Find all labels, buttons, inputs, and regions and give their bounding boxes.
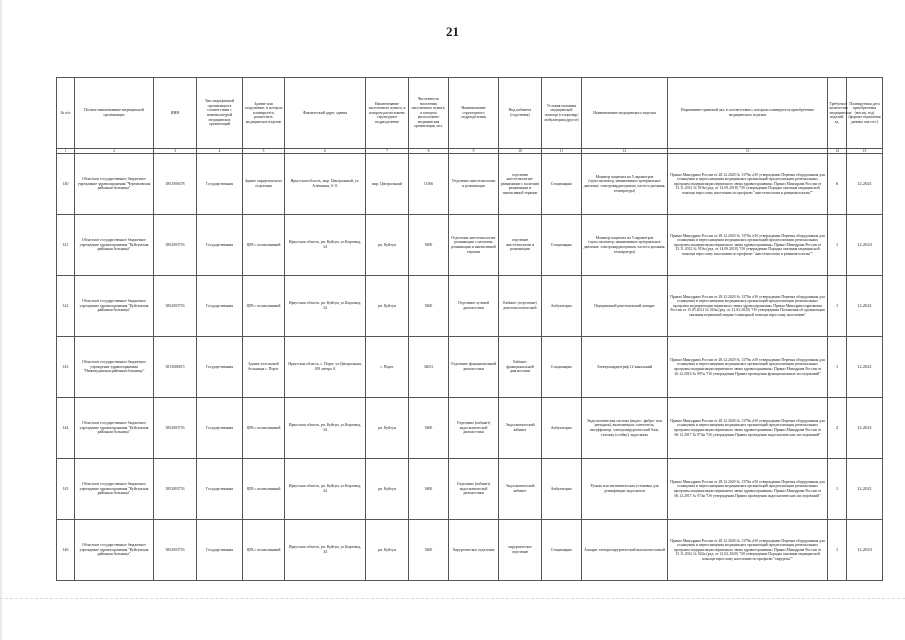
locality-cell: рп. Куйтун xyxy=(366,520,409,581)
population-cell: 9400 xyxy=(409,520,449,581)
cabinet-cell: Эндоскопический кабинет xyxy=(499,398,542,459)
device-cell: Эндоскопическая система (видео-, фибро- или ригидная), включающая: осветитель, инсуффлятор, электрохирургический блок, тележку (стойку), эндоскопы xyxy=(582,398,668,459)
table-row xyxy=(57,398,883,459)
row-number: 142 xyxy=(57,276,75,337)
device-cell: Электрокардиограф 12-канальный xyxy=(582,337,668,398)
quantity-cell: 1 xyxy=(828,276,847,337)
unit-cell: Отделение анестезиологии и реанимации xyxy=(449,154,499,215)
column-header: Наименование медицинского изделия xyxy=(582,78,668,149)
locality-cell: с. Порог xyxy=(366,337,409,398)
locality-cell: рп. Куйтун xyxy=(366,215,409,276)
inn-cell: 3852003753 xyxy=(154,215,197,276)
row-number: 145 xyxy=(57,459,75,520)
column-number: 6 xyxy=(285,149,366,154)
column-header: Требуемое количество медицинских изделий, ед. xyxy=(828,78,847,149)
column-number: 1 xyxy=(57,149,75,154)
equipment-table xyxy=(56,77,883,581)
address-cell: Иркутская область, мкр. Центральный, ул. Алёшкина, 6-11 xyxy=(285,154,366,215)
column-number: 11 xyxy=(542,149,582,154)
inn-cell: 3851000478 xyxy=(154,154,197,215)
inn-cell: 3852003753 xyxy=(154,459,197,520)
organization-name: Областное государственное бюджетное учреждение здравоохранения "Черемховская районная больница" xyxy=(75,154,154,215)
org-type-cell: Государственная xyxy=(197,276,243,337)
device-cell: Ручная или автоматическая установка для дезинфекции эндоскопов xyxy=(582,459,668,520)
population-cell: 11566 xyxy=(409,154,449,215)
legal-act-cell: Приказ Минздрава России от 28.12.2020 № 1379н «Об утверждении Перечня оборудования для оснащения и переоснащения медицинских организаций при реализации региональных программ модернизации первичного звена здравоохранения» Приказ Минздрава России от 26.12.2016 № 997н "Об утверждении Правил проведения функциональных исследований" xyxy=(668,337,828,398)
cabinet-cell: отделение анестезиологии-реанимации с палатами реанимации и интенсивной терапии xyxy=(499,154,542,215)
org-type-cell: Государственная xyxy=(197,215,243,276)
address-cell: Иркутская область, рп. Куйтун, ул.Кирзавод, 34 xyxy=(285,215,366,276)
quantity-cell: 1 xyxy=(828,520,847,581)
table-row xyxy=(57,459,883,520)
row-number: 143 xyxy=(57,337,75,398)
conditions-cell: Амбулаторно xyxy=(542,398,582,459)
locality-cell: рп. Куйтун xyxy=(366,459,409,520)
column-header: Вид кабинета (отделения) xyxy=(499,78,542,149)
org-type-cell: Государственная xyxy=(197,398,243,459)
building-cell: ЦРБ с поликлиникой xyxy=(243,215,285,276)
population-cell: 9400 xyxy=(409,398,449,459)
building-cell: ЦРБ с поликлиникой xyxy=(243,398,285,459)
column-number: 8 xyxy=(409,149,449,154)
address-cell: Иркутская область, рп. Куйтун, ул.Кирзавод, 34 xyxy=(285,398,366,459)
cabinet-cell: отделение анестезиологии и реанимации xyxy=(499,215,542,276)
table-row xyxy=(57,154,883,215)
column-header: Наименование населенного пункта, в котором расположено структурное подразделение xyxy=(366,78,409,149)
column-number: 5 xyxy=(243,149,285,154)
device-cell: Монитор пациента на 5 параметров (пульсоксиметр, неинвазивное артериальное давление, электрокардиограмма, частота дыхания, температура) xyxy=(582,154,668,215)
column-number: 2 xyxy=(75,149,154,154)
column-header: Условия оказания медицинской помощи (стационар/амбулатория/другое) xyxy=(542,78,582,149)
address-cell: Иркутская область, с. Порог, ул.Центральная, 108 литера А xyxy=(285,337,366,398)
header-row xyxy=(57,78,883,149)
page-number: 21 xyxy=(446,24,459,39)
org-type-cell: Государственная xyxy=(197,520,243,581)
conditions-cell: Стационарно xyxy=(542,520,582,581)
column-number: 12 xyxy=(582,149,668,154)
column-header: Нормативно-правовой акт, в соответствии с которым планируется приобретение медицинского изделия xyxy=(668,78,828,149)
population-cell: 9400 xyxy=(409,215,449,276)
equipment-table-container xyxy=(56,77,881,581)
device-cell: Монитор пациента на 5 параметров (пульсоксиметр, неинвазивное артериальное давление, электрокардиограмма, частота дыхания, температура) xyxy=(582,215,668,276)
cabinet-cell: Кабинет (отделение) рентгенологический xyxy=(499,276,542,337)
inn-cell: 3852003753 xyxy=(154,398,197,459)
cabinet-cell: Кабинет функциональной диагностики xyxy=(499,337,542,398)
org-type-cell: Государственная xyxy=(197,154,243,215)
conditions-cell: Стационарно xyxy=(542,154,582,215)
quantity-cell: 1 xyxy=(828,215,847,276)
device-cell: Передвижной рентгеновский аппарат xyxy=(582,276,668,337)
legal-act-cell: Приказ Минздрава России от 28.12.2020 № 1379н «Об утверждении Перечня оборудования для оснащения и переоснащения медицинских организаций при реализации региональных программ модернизации первичного звена здравоохранения» Приказ Минздрава России от 15.11.2012 № 919н (ред. от 14.09.2018) "Об утверждении Порядка оказания медицинской помощи взрослому населению по профилю "анестезиология и реаниматология"" xyxy=(668,215,828,276)
conditions-cell: Стационарно xyxy=(542,215,582,276)
organization-name: Областное государственное бюджетное учреждение здравоохранения "Куйтунская районная больница" xyxy=(75,398,154,459)
column-header: № п/п xyxy=(57,78,75,149)
column-number: 3 xyxy=(154,149,197,154)
column-header: Планируемая дата приобретения (месяц, год) (формат отражения данных мм.гггг.) xyxy=(847,78,883,149)
row-number: 146 xyxy=(57,520,75,581)
column-number: 4 xyxy=(197,149,243,154)
unit-cell: Отделение (кабинет) эндоскопической диагностики xyxy=(449,398,499,459)
legal-act-cell: Приказ Минздрава России от 28.12.2020 № 1379н «Об утверждении Перечня оборудования для оснащения и переоснащения медицинских организаций при реализации региональных программ модернизации первичного звена здравоохранения» Приказ Минздравсоцразвития России от 15.05.2012 № 543н (ред. от 21.02.2020) "Об утверждении Положения об организации оказания первичной медико-санитарной помощи взрослому населению" xyxy=(668,276,828,337)
population-cell: 9400 xyxy=(409,276,449,337)
scan-artifact-line xyxy=(0,598,905,600)
date-cell: 12.2021 xyxy=(847,337,883,398)
organization-name: Областное государственное бюджетное учреждение здравоохранения "Куйтунская районная больница" xyxy=(75,215,154,276)
population-cell: 9400 xyxy=(409,459,449,520)
date-cell: 12.2021 xyxy=(847,459,883,520)
building-cell: ЦРБ с поликлиникой xyxy=(243,459,285,520)
date-cell: 12.2021 xyxy=(847,154,883,215)
org-type-cell: Государственная xyxy=(197,337,243,398)
date-cell: 12.2021 xyxy=(847,398,883,459)
population-cell: 34631 xyxy=(409,337,449,398)
date-cell: 12.2023 xyxy=(847,520,883,581)
column-header: ИНН xyxy=(154,78,197,149)
column-header: Здание или сооружение, в котором планируется разместить медицинское изделие xyxy=(243,78,285,149)
column-header: Фактический адрес здания xyxy=(285,78,366,149)
inn-cell: 3813006815 xyxy=(154,337,197,398)
organization-name: Областное государственное бюджетное учреждение здравоохранения "Куйтунская районная больница" xyxy=(75,520,154,581)
building-cell: Здание участковой больницы с. Порог xyxy=(243,337,285,398)
address-cell: Иркутская область, рп. Куйтун, ул.Кирзавод, 34 xyxy=(285,459,366,520)
organization-name: Областное государственное бюджетное учреждение здравоохранения "Куйтунская районная больница" xyxy=(75,459,154,520)
legal-act-cell: Приказ Минздрава России от 28.12.2020 № 1379н «Об утверждении Перечня оборудования для оснащения и переоснащения медицинских организаций при реализации региональных программ модернизации первичного звена здравоохранения» Приказ Минздрава России от 15.11.2012 № 919н (ред. от 14.09.2018) "Об утверждении Порядка оказания медицинской помощи взрослому населению по профилю "анестезиология и реаниматология"" xyxy=(668,154,828,215)
column-header: Наименование структурного подразделения xyxy=(449,78,499,149)
unit-cell: Хирургическое отделение xyxy=(449,520,499,581)
organization-name: Областное государственное бюджетное учреждение здравоохранения "Нижнеудинская районная больница" xyxy=(75,337,154,398)
conditions-cell: Амбулаторно xyxy=(542,276,582,337)
table-row xyxy=(57,337,883,398)
unit-cell: Отделение функциональной диагностики xyxy=(449,337,499,398)
table-row xyxy=(57,276,883,337)
column-number: 13 xyxy=(668,149,828,154)
column-header: Тип медицинской организации в соответствии с номенклатурой медицинских организаций xyxy=(197,78,243,149)
address-cell: Иркутская область, рп. Куйтун, ул.Кирзавод, 34 xyxy=(285,520,366,581)
table-row xyxy=(57,215,883,276)
column-number: 10 xyxy=(499,149,542,154)
column-number: 15 xyxy=(847,149,883,154)
locality-cell: рп. Куйтун xyxy=(366,276,409,337)
legal-act-cell: Приказ Минздрава России от 28.12.2020 № 1379н «Об утверждении Перечня оборудования для оснащения и переоснащения медицинских организаций при реализации региональных программ модернизации первичного звена здравоохранения» Приказ Минздрава России от 15.11.2012 № 922н (ред. от 21.02.2020) "Об утверждении Порядка оказания медицинской помощи взрослому населению по профилю "хирургия"" xyxy=(668,520,828,581)
quantity-cell: 1 xyxy=(828,459,847,520)
table-row xyxy=(57,520,883,581)
building-cell: Здание хирургического отделения xyxy=(243,154,285,215)
device-cell: Аппарат электрохирургический высокочастотный xyxy=(582,520,668,581)
building-cell: ЦРБ с поликлиникой xyxy=(243,276,285,337)
conditions-cell: Стационарно xyxy=(542,337,582,398)
legal-act-cell: Приказ Минздрава России от 28.12.2020 № 1379н «Об утверждении Перечня оборудования для оснащения и переоснащения медицинских организаций при реализации региональных программ модернизации первичного звена здравоохранения» Приказ Минздрава России от 06.12.2017 № 974н "Об утверждении Правил проведения эндоскопических исследований" xyxy=(668,459,828,520)
legal-act-cell: Приказ Минздрава России от 28.12.2020 № 1379н «Об утверждении Перечня оборудования для оснащения и переоснащения медицинских организаций при реализации региональных программ модернизации первичного звена здравоохранения» Приказ Минздрава России от 06.12.2017 № 974н "Об утверждении Правил проведения эндоскопических исследований" xyxy=(668,398,828,459)
scan-edge-shadow xyxy=(0,0,3,640)
date-cell: 12.2021 xyxy=(847,276,883,337)
conditions-cell: Амбулаторно xyxy=(542,459,582,520)
org-type-cell: Государственная xyxy=(197,459,243,520)
cabinet-cell: Эндоскопический кабинет xyxy=(499,459,542,520)
inn-cell: 3852003753 xyxy=(154,520,197,581)
address-cell: Иркутская область, рп. Куйтун, ул.Кирзавод, 34 xyxy=(285,276,366,337)
column-header: Численность населения населенного пункта, в котором расположено медицинская организация, чел. xyxy=(409,78,449,149)
quantity-cell: 1 xyxy=(828,337,847,398)
organization-name: Областное государственное бюджетное учреждение здравоохранения "Куйтунская районная больница" xyxy=(75,276,154,337)
locality-cell: рп. Куйтун xyxy=(366,398,409,459)
date-cell: 12.2023 xyxy=(847,215,883,276)
column-number: 9 xyxy=(449,149,499,154)
locality-cell: мкр. Центральный xyxy=(366,154,409,215)
building-cell: ЦРБ с поликлиникой xyxy=(243,520,285,581)
cabinet-cell: хирургическое отделение xyxy=(499,520,542,581)
unit-cell: Отделение (кабинет) эндоскопической диагностики xyxy=(449,459,499,520)
quantity-cell: 6 xyxy=(828,154,847,215)
quantity-cell: 2 xyxy=(828,398,847,459)
unit-cell: Отделение лучевой диагностики xyxy=(449,276,499,337)
column-number: 14 xyxy=(828,149,847,154)
row-number: 141 xyxy=(57,215,75,276)
row-number: 140 xyxy=(57,154,75,215)
inn-cell: 3852003753 xyxy=(154,276,197,337)
row-number: 144 xyxy=(57,398,75,459)
unit-cell: Отделение анестезиологии-реанимации с палатами реанимации и интенсивной терапии xyxy=(449,215,499,276)
column-number: 7 xyxy=(366,149,409,154)
column-header: Полное наименование медицинской организации xyxy=(75,78,154,149)
